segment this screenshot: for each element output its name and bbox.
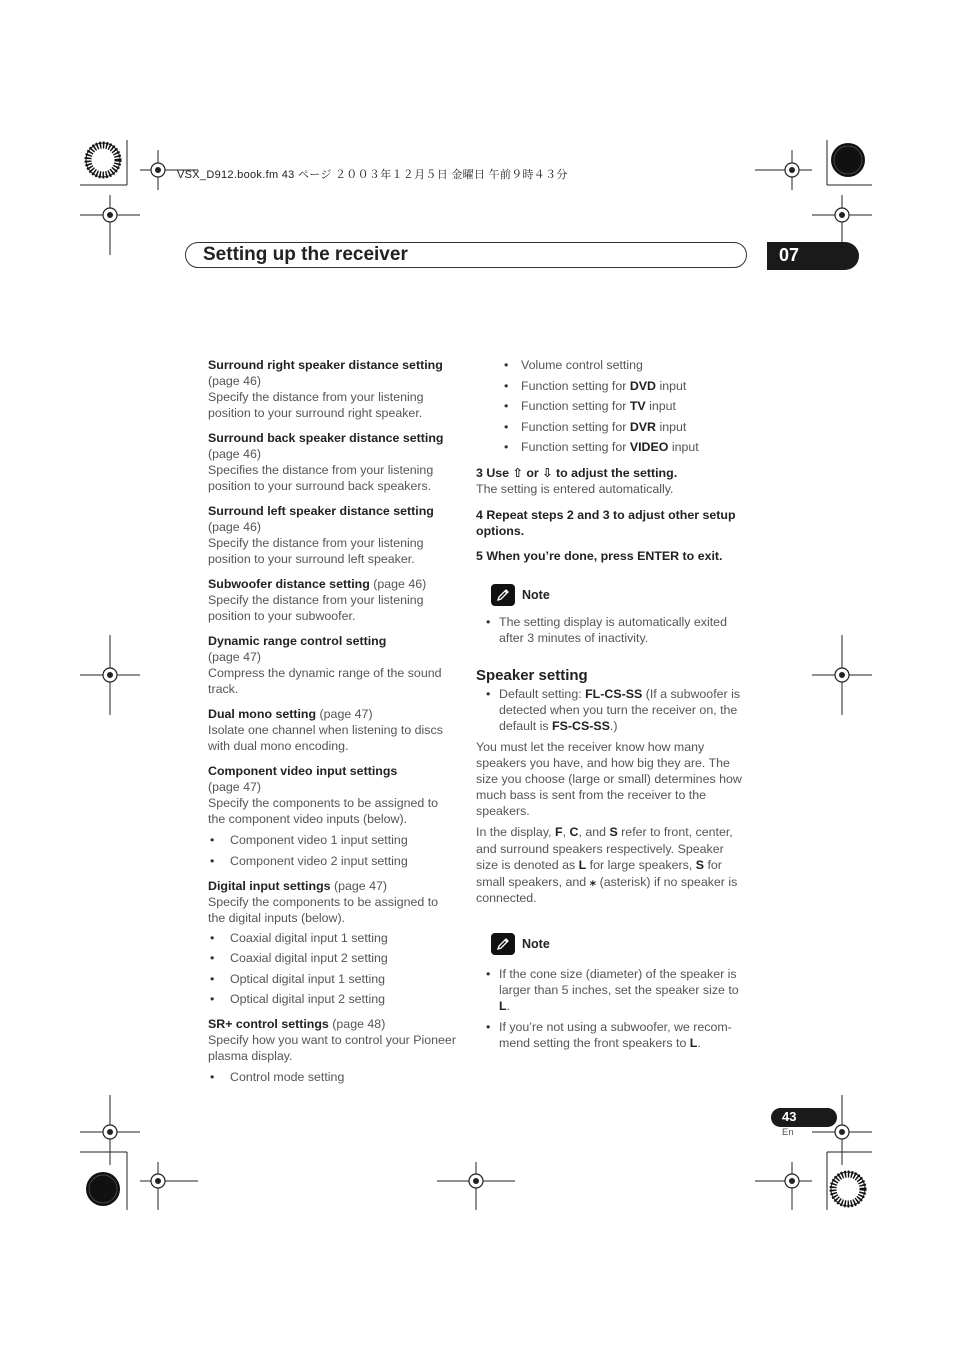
list-item: • Control mode setting [208, 1069, 458, 1085]
chapter-number: 07 [779, 245, 800, 265]
paragraph: You must let the receiver know how many speakers you have, and how big they are. The size you choose (large or small) determines how much bass is sent from the receiver to the speakers. [476, 740, 742, 818]
entry-heading: Dual mono setting [208, 707, 317, 721]
page-ref: (page 46) [208, 374, 262, 388]
code-f: F [555, 825, 563, 839]
entry-heading: Subwoofer distance setting [208, 577, 370, 591]
note-item: • The setting display is automatically exited after 3 minutes of inactivity. [476, 614, 748, 646]
list-item [476, 378, 748, 394]
entry-heading: Surround back speaker distance setting [208, 431, 444, 445]
default-value: FL-CS-SS [585, 687, 643, 701]
setting-entry [208, 576, 458, 624]
entry-text: Specify the distance from your listening position to your subwoofer. [208, 593, 424, 623]
default-setting-item [476, 686, 748, 734]
note-item [476, 1019, 748, 1051]
period: . [506, 998, 511, 1013]
page-ref: (page 47) [319, 707, 373, 721]
period: . [697, 1035, 701, 1050]
entry-heading: SR+ control settings [208, 1017, 329, 1031]
item-suffix: input [659, 378, 687, 393]
entry-text: Specify how you want to control your Pioneer plasma display. [208, 1033, 456, 1063]
step-5: 5 When you’re done, press ENTER to exit. [476, 549, 723, 563]
chapter-tab [767, 242, 859, 270]
entry-text: Specify the distance from your listening position to your surround right speaker. [208, 390, 424, 420]
setting-entry [208, 878, 458, 1008]
page-ref: (page 48) [332, 1017, 386, 1031]
section-title: Speaker setting [476, 667, 588, 684]
entry-heading: Surround left speaker distance setting [208, 504, 434, 518]
entry-text: Isolate one channel when listening to discs with dual mono encoding. [208, 723, 443, 753]
paragraph [476, 824, 748, 907]
entry-text: Specifies the distance from your listening position to your surround back speakers. [208, 463, 434, 493]
note-item [476, 966, 748, 1014]
pencil-icon [491, 933, 515, 955]
item-key: TV [629, 399, 646, 413]
note-label: Note [522, 588, 550, 602]
list-item [476, 398, 748, 414]
list-item: • Volume control setting [476, 357, 748, 373]
page-ref: (page 46) [208, 447, 262, 461]
code-s: S [695, 858, 705, 872]
file-info-line: VSX_D912.book.fm 43 ページ ２００３年１２月５日 金曜日 午前９時４３分 [177, 169, 568, 181]
note-header [491, 933, 748, 955]
text-run: for large speakers, [589, 858, 693, 872]
entry-heading: Dynamic range control setting [208, 634, 387, 648]
item-key: DVR [629, 419, 656, 434]
text-run: for small speakers, and [476, 858, 722, 889]
text-run: In the display, [476, 825, 552, 839]
item-key: DVD [629, 378, 656, 393]
list-item: • Coaxial digital input 1 setting [208, 930, 458, 946]
setting-entry [208, 633, 458, 697]
text-run: , [562, 825, 567, 839]
default-value-2: FS-CS-SS [552, 719, 610, 733]
default-prefix: Default setting: [499, 687, 582, 701]
text-run: (asterisk) if no speaker is connected. [476, 874, 738, 905]
setting-entry [208, 1016, 458, 1085]
entry-text: Specify the distance from your listening position to your surround left speaker. [208, 536, 424, 566]
page-ref: (page 46) [208, 520, 262, 534]
list-item: • Optical digital input 2 setting [208, 991, 458, 1007]
asterisk-symbol: ⁎ [589, 874, 597, 889]
page-ref: (page 46) [373, 577, 427, 591]
list-item [476, 439, 748, 455]
item-prefix: Function setting for [521, 440, 627, 454]
right-column [476, 357, 748, 1056]
entry-heading: Component video input settings [208, 764, 398, 778]
page-ref: (page 47) [208, 650, 262, 664]
note-label: Note [522, 936, 550, 951]
list-item: • Component video 1 input setting [208, 832, 458, 848]
item-suffix: input [649, 399, 676, 413]
item-key: VIDEO [629, 440, 669, 454]
page-ref: (page 47) [333, 878, 388, 893]
code-s: S [609, 825, 618, 839]
setting-entry [208, 357, 458, 421]
step-4: 4 Repeat steps 2 and 3 to adjust other setup options. [476, 508, 736, 538]
pencil-icon [491, 584, 515, 606]
setting-entry [208, 706, 458, 754]
text-run: refer to front, center, and surround speakers respectively. Speaker size is denoted as [476, 825, 733, 872]
page-number: 43 [782, 1109, 797, 1124]
page-ref: (page 47) [208, 780, 262, 794]
page-number-tab [771, 1108, 837, 1127]
setting-entry [208, 503, 458, 567]
step-3-text: The setting is entered automatically. [476, 482, 674, 496]
left-column [208, 357, 458, 1094]
note-text: If the cone size (diameter) of the speaker is larger than 5 inches, set the speaker size to [499, 966, 739, 997]
entry-text: Specify the components to be assigned to the digital inputs (below). [208, 894, 439, 925]
item-prefix: Function setting for [521, 399, 627, 413]
item-suffix: input [671, 440, 699, 454]
entry-heading: Digital input settings [208, 878, 331, 893]
list-item: • Optical digital input 1 setting [208, 971, 458, 987]
setting-entry [208, 763, 458, 869]
text-run: , and [578, 825, 606, 839]
note-text: If you’re not using a subwoofer, we recom-mend setting the front speakers to [499, 1019, 732, 1050]
note-header [491, 584, 748, 606]
entry-text: Specify the components to be assigned to the component video inputs (below). [208, 796, 439, 826]
item-prefix: Function setting for [521, 419, 627, 434]
code-c: C [569, 825, 579, 839]
step-3: 3 Use ⇧ or ⇩ to adjust the setting. [476, 466, 678, 480]
entry-heading: Surround right speaker distance setting [208, 358, 443, 372]
list-item: • Coaxial digital input 2 setting [208, 950, 458, 966]
item-prefix: Function setting for [521, 378, 627, 393]
code-l: L [499, 998, 507, 1013]
language-code: En [782, 1127, 794, 1138]
code-l: L [689, 1035, 698, 1050]
page-title: Setting up the receiver [203, 244, 408, 265]
default-mid: (If a subwoofer is detected when you turn the receiver on, the default is [499, 687, 741, 733]
item-suffix: input [659, 419, 687, 434]
code-l: L [578, 858, 587, 872]
entry-text: Compress the dynamic range of the sound track. [208, 666, 442, 696]
default-end: .) [609, 719, 618, 733]
setting-entry [208, 430, 458, 494]
list-item [476, 419, 748, 435]
list-item: • Component video 2 input setting [208, 853, 458, 869]
